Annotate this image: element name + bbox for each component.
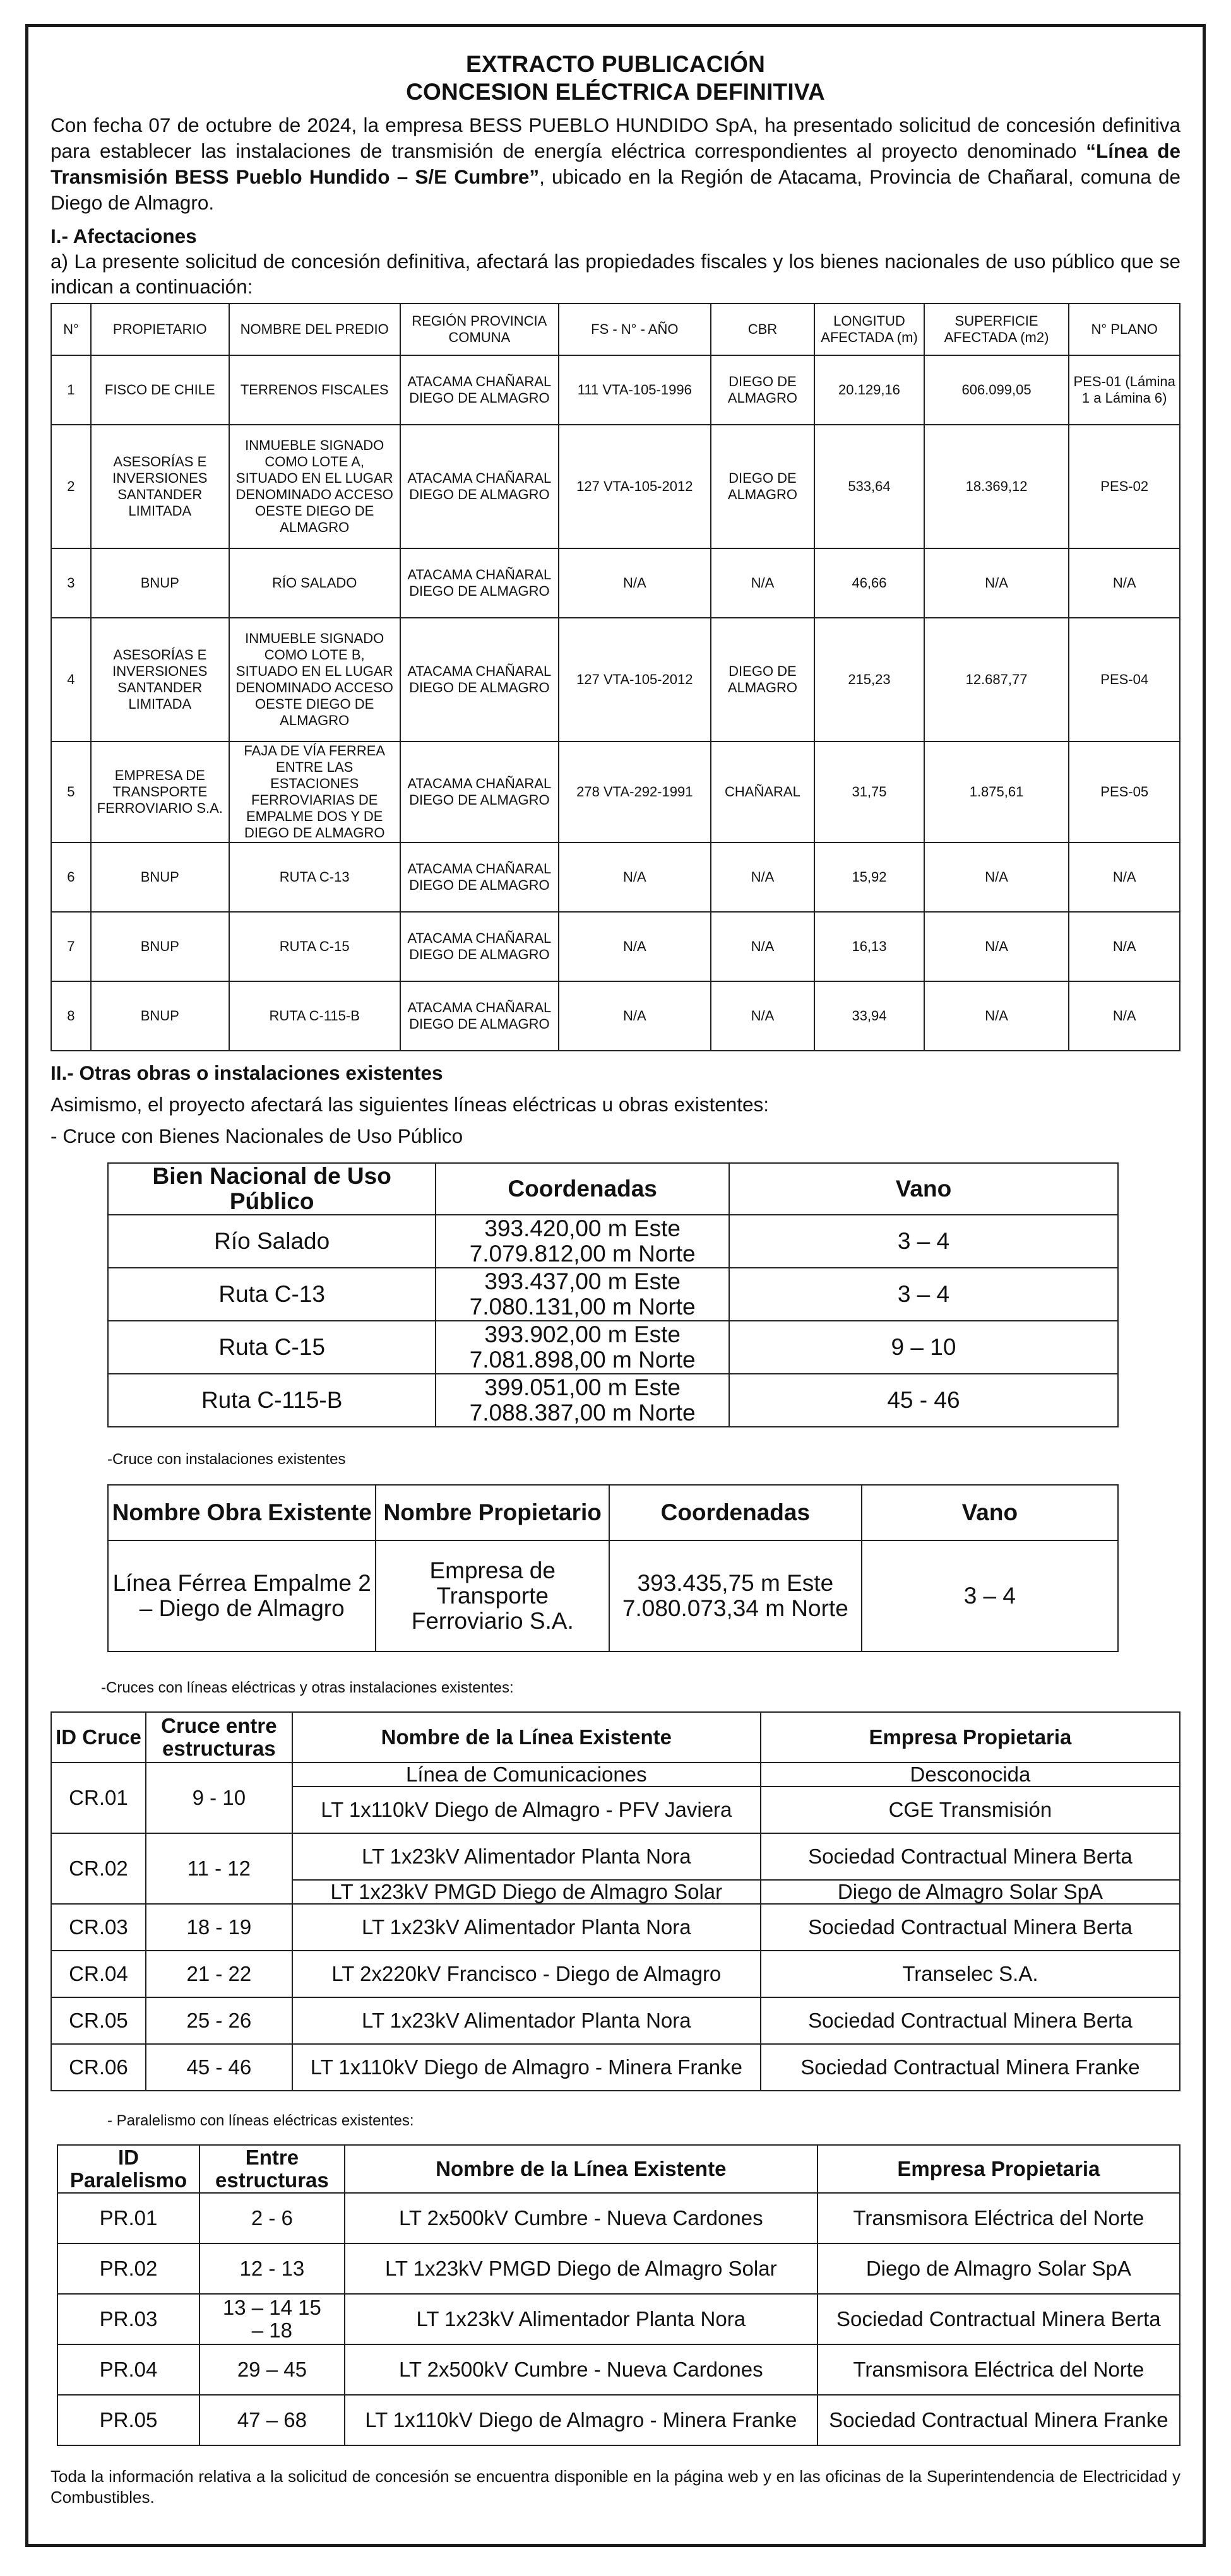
table-cell: 1 bbox=[51, 355, 91, 425]
table-header-row bbox=[57, 2145, 1180, 2193]
coordinates-cell: 393.437,00 m Este 7.080.131,00 m Norte bbox=[436, 1268, 729, 1321]
parallelism-id: PR.04 bbox=[57, 2344, 199, 2395]
table-cell: 33,94 bbox=[814, 981, 924, 1051]
table-row bbox=[57, 2193, 1180, 2243]
table-cell: 45 - 46 bbox=[146, 2044, 292, 2091]
table-cell: LT 2x500kV Cumbre - Nueva Cardones bbox=[345, 2193, 818, 2243]
crossing-id: CR.03 bbox=[51, 1904, 146, 1951]
bnup-crossing-table bbox=[107, 1162, 1119, 1427]
table-cell: 1.875,61 bbox=[924, 741, 1069, 842]
table-cell: N/A bbox=[1069, 981, 1180, 1051]
column-header: N° bbox=[51, 304, 91, 355]
table-cell: LT 2x500kV Cumbre - Nueva Cardones bbox=[345, 2344, 818, 2395]
crossing-id: CR.05 bbox=[51, 1997, 146, 2044]
table-cell: LT 1x23kV PMGD Diego de Almagro Solar bbox=[292, 1880, 761, 1904]
column-header: Nombre de la Línea Existente bbox=[292, 1712, 761, 1763]
table-cell: LT 1x110kV Diego de Almagro - PFV Javiera bbox=[292, 1787, 761, 1833]
column-header: Vano bbox=[862, 1485, 1118, 1540]
column-header: Nombre Obra Existente bbox=[108, 1485, 376, 1540]
column-header: PROPIETARIO bbox=[91, 304, 229, 355]
bnup-label: - Cruce con Bienes Nacionales de Uso Público bbox=[51, 1125, 463, 1147]
table-cell: 31,75 bbox=[814, 741, 924, 842]
parallelism-id: PR.03 bbox=[57, 2294, 199, 2344]
title-line-1: EXTRACTO PUBLICACIÓN bbox=[465, 51, 766, 77]
document-title bbox=[51, 50, 1180, 106]
table-cell: 393.435,75 m Este 7.080.073,34 m Norte bbox=[609, 1540, 862, 1651]
electric-crossings-table bbox=[51, 1711, 1180, 2091]
document-content bbox=[51, 50, 1180, 2524]
table-cell: FAJA DE VÍA FERREA ENTRE LAS ESTACIONES FERROVIARIAS DE EMPALME DOS Y DE DIEGO DE ALMAGRO bbox=[229, 741, 400, 842]
table-cell: DIEGO DE ALMAGRO bbox=[711, 618, 815, 741]
table-cell: 3 – 4 bbox=[862, 1540, 1118, 1651]
column-header: Cruce entre estructuras bbox=[146, 1712, 292, 1763]
table-cell: 7 bbox=[51, 912, 91, 981]
title-line-2: CONCESION ELÉCTRICA DEFINITIVA bbox=[406, 79, 825, 105]
table-cell: BNUP bbox=[91, 548, 229, 618]
column-header: Nombre Propietario bbox=[376, 1485, 609, 1540]
table-cell: RÍO SALADO bbox=[229, 548, 400, 618]
table-cell: N/A bbox=[924, 912, 1069, 981]
table-cell: Río Salado bbox=[108, 1215, 436, 1268]
table-header-row bbox=[108, 1163, 1118, 1215]
column-header: Coordenadas bbox=[436, 1163, 729, 1215]
table-cell: ASESORÍAS E INVERSIONES SANTANDER LIMITADA bbox=[91, 425, 229, 548]
table-cell: 46,66 bbox=[814, 548, 924, 618]
table-row bbox=[51, 842, 1180, 912]
table-row bbox=[108, 1215, 1118, 1268]
table-cell: Desconocida bbox=[761, 1763, 1180, 1787]
table-cell: BNUP bbox=[91, 842, 229, 912]
section-2-text: Asimismo, el proyecto afectará las siguientes líneas eléctricas u obras existentes: bbox=[51, 1093, 770, 1116]
table-cell: RUTA C-13 bbox=[229, 842, 400, 912]
footer-note: Toda la información relativa a la solicitud de concesión se encuentra disponible en la página web y en las oficinas de la Superintendencia de Electricidad y Combustibles. bbox=[51, 2467, 1180, 2507]
column-header: Empresa Propietaria bbox=[761, 1712, 1180, 1763]
table-header-row bbox=[108, 1485, 1118, 1540]
table-cell: N/A bbox=[559, 912, 711, 981]
table-cell: 20.129,16 bbox=[814, 355, 924, 425]
table-row bbox=[51, 912, 1180, 981]
table-cell: N/A bbox=[559, 548, 711, 618]
section-2-heading: II.- Otras obras o instalaciones existentes bbox=[51, 1061, 443, 1084]
table-cell: Diego de Almagro Solar SpA bbox=[761, 1880, 1180, 1904]
table-cell: N/A bbox=[924, 981, 1069, 1051]
installations-crossing-table bbox=[107, 1484, 1119, 1652]
table-cell: 18 - 19 bbox=[146, 1904, 292, 1951]
column-header: NOMBRE DEL PREDIO bbox=[229, 304, 400, 355]
table-cell: 3 – 4 bbox=[729, 1268, 1118, 1321]
table-cell: 606.099,05 bbox=[924, 355, 1069, 425]
table-cell: PES-01 (Lámina 1 a Lámina 6) bbox=[1069, 355, 1180, 425]
table-cell: 278 VTA-292-1991 bbox=[559, 741, 711, 842]
table-cell: Diego de Almagro Solar SpA bbox=[818, 2243, 1180, 2294]
table-row bbox=[51, 618, 1180, 741]
column-header: FS - N° - AÑO bbox=[559, 304, 711, 355]
column-header: SUPERFICIE AFECTADA (m2) bbox=[924, 304, 1069, 355]
table-cell: RUTA C-15 bbox=[229, 912, 400, 981]
table-cell: N/A bbox=[711, 548, 815, 618]
column-header: Bien Nacional de Uso Público bbox=[108, 1163, 436, 1215]
section-1-heading: I.- Afectaciones bbox=[51, 225, 197, 247]
crossing-id: CR.02 bbox=[51, 1833, 146, 1904]
table-cell: ASESORÍAS E INVERSIONES SANTANDER LIMITADA bbox=[91, 618, 229, 741]
table-cell: DIEGO DE ALMAGRO bbox=[711, 425, 815, 548]
column-header: Nombre de la Línea Existente bbox=[345, 2145, 818, 2193]
table-cell: PES-04 bbox=[1069, 618, 1180, 741]
table-cell: ATACAMA CHAÑARAL DIEGO DE ALMAGRO bbox=[400, 355, 559, 425]
table-cell: 12 - 13 bbox=[199, 2243, 345, 2294]
table-row bbox=[108, 1268, 1118, 1321]
table-cell: Transmisora Eléctrica del Norte bbox=[818, 2344, 1180, 2395]
table-cell: N/A bbox=[924, 842, 1069, 912]
table-cell: ATACAMA CHAÑARAL DIEGO DE ALMAGRO bbox=[400, 741, 559, 842]
table-cell: Sociedad Contractual Minera Berta bbox=[761, 1904, 1180, 1951]
table-cell: 4 bbox=[51, 618, 91, 741]
table-cell: LT 1x23kV Alimentador Planta Nora bbox=[292, 1997, 761, 2044]
table-cell: Empresa de Transporte Ferroviario S.A. bbox=[376, 1540, 609, 1651]
table-cell: 2 - 6 bbox=[199, 2193, 345, 2243]
table-row bbox=[51, 981, 1180, 1051]
table-cell: Transmisora Eléctrica del Norte bbox=[818, 2193, 1180, 2243]
crossing-id: CR.06 bbox=[51, 2044, 146, 2091]
column-header: N° PLANO bbox=[1069, 304, 1180, 355]
column-header: Coordenadas bbox=[609, 1485, 862, 1540]
table-cell: DIEGO DE ALMAGRO bbox=[711, 355, 815, 425]
table-cell: 16,13 bbox=[814, 912, 924, 981]
table-cell: 8 bbox=[51, 981, 91, 1051]
table-cell: Sociedad Contractual Minera Berta bbox=[818, 2294, 1180, 2344]
table-cell: Sociedad Contractual Minera Franke bbox=[761, 2044, 1180, 2091]
table-row bbox=[57, 2344, 1180, 2395]
table-row bbox=[51, 2044, 1180, 2091]
table-cell: N/A bbox=[559, 981, 711, 1051]
column-header: Vano bbox=[729, 1163, 1118, 1215]
table-cell: Transelec S.A. bbox=[761, 1951, 1180, 1997]
table-row bbox=[51, 1951, 1180, 1997]
table-cell: 45 - 46 bbox=[729, 1374, 1118, 1427]
table-cell: 47 – 68 bbox=[199, 2395, 345, 2445]
installations-label: -Cruce con instalaciones existentes bbox=[107, 1451, 346, 1468]
table-cell: 29 – 45 bbox=[199, 2344, 345, 2395]
crossing-id: CR.04 bbox=[51, 1951, 146, 1997]
table-cell: 127 VTA-105-2012 bbox=[559, 425, 711, 548]
table-cell: INMUEBLE SIGNADO COMO LOTE A, SITUADO EN EL LUGAR DENOMINADO ACCESO OESTE DIEGO DE ALMAGRO bbox=[229, 425, 400, 548]
table-cell: 127 VTA-105-2012 bbox=[559, 618, 711, 741]
table-cell: ATACAMA CHAÑARAL DIEGO DE ALMAGRO bbox=[400, 548, 559, 618]
table-cell: 6 bbox=[51, 842, 91, 912]
table-cell: ATACAMA CHAÑARAL DIEGO DE ALMAGRO bbox=[400, 618, 559, 741]
table-cell: N/A bbox=[1069, 912, 1180, 981]
crossing-id: CR.01 bbox=[51, 1763, 146, 1833]
table-cell: 13 – 14 15 – 18 bbox=[199, 2294, 345, 2344]
table-cell: Ruta C-15 bbox=[108, 1321, 436, 1374]
table-cell: Ruta C-115-B bbox=[108, 1374, 436, 1427]
table-cell: LT 1x23kV Alimentador Planta Nora bbox=[292, 1833, 761, 1880]
table-cell: Línea de Comunicaciones bbox=[292, 1763, 761, 1787]
table-cell: PES-02 bbox=[1069, 425, 1180, 548]
table-row bbox=[108, 1540, 1118, 1651]
afectaciones-table bbox=[51, 303, 1180, 1051]
table-row bbox=[108, 1321, 1118, 1374]
table-cell: 11 - 12 bbox=[146, 1833, 292, 1904]
table-cell: ATACAMA CHAÑARAL DIEGO DE ALMAGRO bbox=[400, 842, 559, 912]
parallelism-id: PR.05 bbox=[57, 2395, 199, 2445]
column-header: LONGITUD AFECTADA (m) bbox=[814, 304, 924, 355]
table-cell: LT 1x23kV PMGD Diego de Almagro Solar bbox=[345, 2243, 818, 2294]
table-cell: N/A bbox=[711, 981, 815, 1051]
table-cell: ATACAMA CHAÑARAL DIEGO DE ALMAGRO bbox=[400, 981, 559, 1051]
table-cell: 2 bbox=[51, 425, 91, 548]
table-row bbox=[51, 1763, 1180, 1787]
table-header-row bbox=[51, 304, 1180, 355]
table-cell: LT 1x110kV Diego de Almagro - Minera Franke bbox=[292, 2044, 761, 2091]
table-cell: Línea Férrea Empalme 2 – Diego de Almagro bbox=[108, 1540, 376, 1651]
table-cell: 9 - 10 bbox=[146, 1763, 292, 1833]
table-cell: PES-05 bbox=[1069, 741, 1180, 842]
table-header-row bbox=[51, 1712, 1180, 1763]
table-cell: ATACAMA CHAÑARAL DIEGO DE ALMAGRO bbox=[400, 912, 559, 981]
table-cell: LT 1x23kV Alimentador Planta Nora bbox=[292, 1904, 761, 1951]
table-cell: ATACAMA CHAÑARAL DIEGO DE ALMAGRO bbox=[400, 425, 559, 548]
table-cell: BNUP bbox=[91, 981, 229, 1051]
parallelism-label: - Paralelismo con líneas eléctricas existentes: bbox=[107, 2112, 414, 2129]
table-cell: Ruta C-13 bbox=[108, 1268, 436, 1321]
table-cell: 15,92 bbox=[814, 842, 924, 912]
table-cell: 215,23 bbox=[814, 618, 924, 741]
column-header: REGIÓN PROVINCIA COMUNA bbox=[400, 304, 559, 355]
table-row bbox=[51, 355, 1180, 425]
table-cell: 21 - 22 bbox=[146, 1951, 292, 1997]
table-row bbox=[51, 1833, 1180, 1880]
table-cell: 533,64 bbox=[814, 425, 924, 548]
table-row bbox=[51, 741, 1180, 842]
section-1-text: a) La presente solicitud de concesión definitiva, afectará las propiedades fiscales y los bienes nacionales de uso público que se indican a continuación: bbox=[51, 250, 1180, 298]
column-header: CBR bbox=[711, 304, 815, 355]
table-cell: BNUP bbox=[91, 912, 229, 981]
table-cell: LT 2x220kV Francisco - Diego de Almagro bbox=[292, 1951, 761, 1997]
crossings-label: -Cruces con líneas eléctricas y otras instalaciones existentes: bbox=[101, 1679, 514, 1696]
table-cell: 111 VTA-105-1996 bbox=[559, 355, 711, 425]
table-row bbox=[51, 1904, 1180, 1951]
table-cell: LT 1x23kV Alimentador Planta Nora bbox=[345, 2294, 818, 2344]
table-cell: Sociedad Contractual Minera Berta bbox=[761, 1997, 1180, 2044]
table-row bbox=[57, 2294, 1180, 2344]
table-cell: N/A bbox=[559, 842, 711, 912]
table-cell: N/A bbox=[1069, 842, 1180, 912]
table-row bbox=[108, 1374, 1118, 1427]
parallelism-id: PR.01 bbox=[57, 2193, 199, 2243]
column-header: Entre estructuras bbox=[199, 2145, 345, 2193]
table-cell: TERRENOS FISCALES bbox=[229, 355, 400, 425]
column-header: ID Paralelismo bbox=[57, 2145, 199, 2193]
table-row bbox=[51, 548, 1180, 618]
intro-paragraph bbox=[51, 112, 1180, 216]
table-row bbox=[57, 2243, 1180, 2294]
table-cell: LT 1x110kV Diego de Almagro - Minera Franke bbox=[345, 2395, 818, 2445]
table-row bbox=[51, 425, 1180, 548]
table-cell: FISCO DE CHILE bbox=[91, 355, 229, 425]
table-cell: RUTA C-115-B bbox=[229, 981, 400, 1051]
coordinates-cell: 393.420,00 m Este 7.079.812,00 m Norte bbox=[436, 1215, 729, 1268]
coordinates-cell: 399.051,00 m Este 7.088.387,00 m Norte bbox=[436, 1374, 729, 1427]
table-cell: CGE Transmisión bbox=[761, 1787, 1180, 1833]
parallelism-table bbox=[57, 2144, 1180, 2446]
table-cell: 5 bbox=[51, 741, 91, 842]
table-cell: 12.687,77 bbox=[924, 618, 1069, 741]
table-cell: 25 - 26 bbox=[146, 1997, 292, 2044]
table-cell: 18.369,12 bbox=[924, 425, 1069, 548]
intro-text-2: , ubicado en la Región de Atacama, Provincia de Chañaral, comuna de Diego de Almagro. bbox=[51, 165, 1180, 214]
column-header: Empresa Propietaria bbox=[818, 2145, 1180, 2193]
parallelism-id: PR.02 bbox=[57, 2243, 199, 2294]
table-cell: CHAÑARAL bbox=[711, 741, 815, 842]
table-cell: 9 – 10 bbox=[729, 1321, 1118, 1374]
table-cell: Sociedad Contractual Minera Franke bbox=[818, 2395, 1180, 2445]
table-cell: N/A bbox=[711, 842, 815, 912]
table-cell: N/A bbox=[711, 912, 815, 981]
project-name: “Línea de Transmisión BESS Pueblo Hundido – S/E Cumbre” bbox=[51, 139, 1180, 188]
table-cell: 3 – 4 bbox=[729, 1215, 1118, 1268]
table-cell: Sociedad Contractual Minera Berta bbox=[761, 1833, 1180, 1880]
table-row bbox=[51, 1997, 1180, 2044]
table-cell: N/A bbox=[1069, 548, 1180, 618]
table-row bbox=[57, 2395, 1180, 2445]
table-cell: N/A bbox=[924, 548, 1069, 618]
table-cell: EMPRESA DE TRANSPORTE FERROVIARIO S.A. bbox=[91, 741, 229, 842]
coordinates-cell: 393.902,00 m Este 7.081.898,00 m Norte bbox=[436, 1321, 729, 1374]
table-cell: INMUEBLE SIGNADO COMO LOTE B, SITUADO EN EL LUGAR DENOMINADO ACCESO OESTE DIEGO DE ALMAGRO bbox=[229, 618, 400, 741]
column-header: ID Cruce bbox=[51, 1712, 146, 1763]
table-cell: 3 bbox=[51, 548, 91, 618]
intro-text-1: Con fecha 07 de octubre de 2024, la empresa BESS PUEBLO HUNDIDO SpA, ha presentado solicitud de concesión definitiva para establecer las instalaciones de transmisión de energía eléctrica correspondientes al proyecto denominado bbox=[51, 114, 1180, 162]
